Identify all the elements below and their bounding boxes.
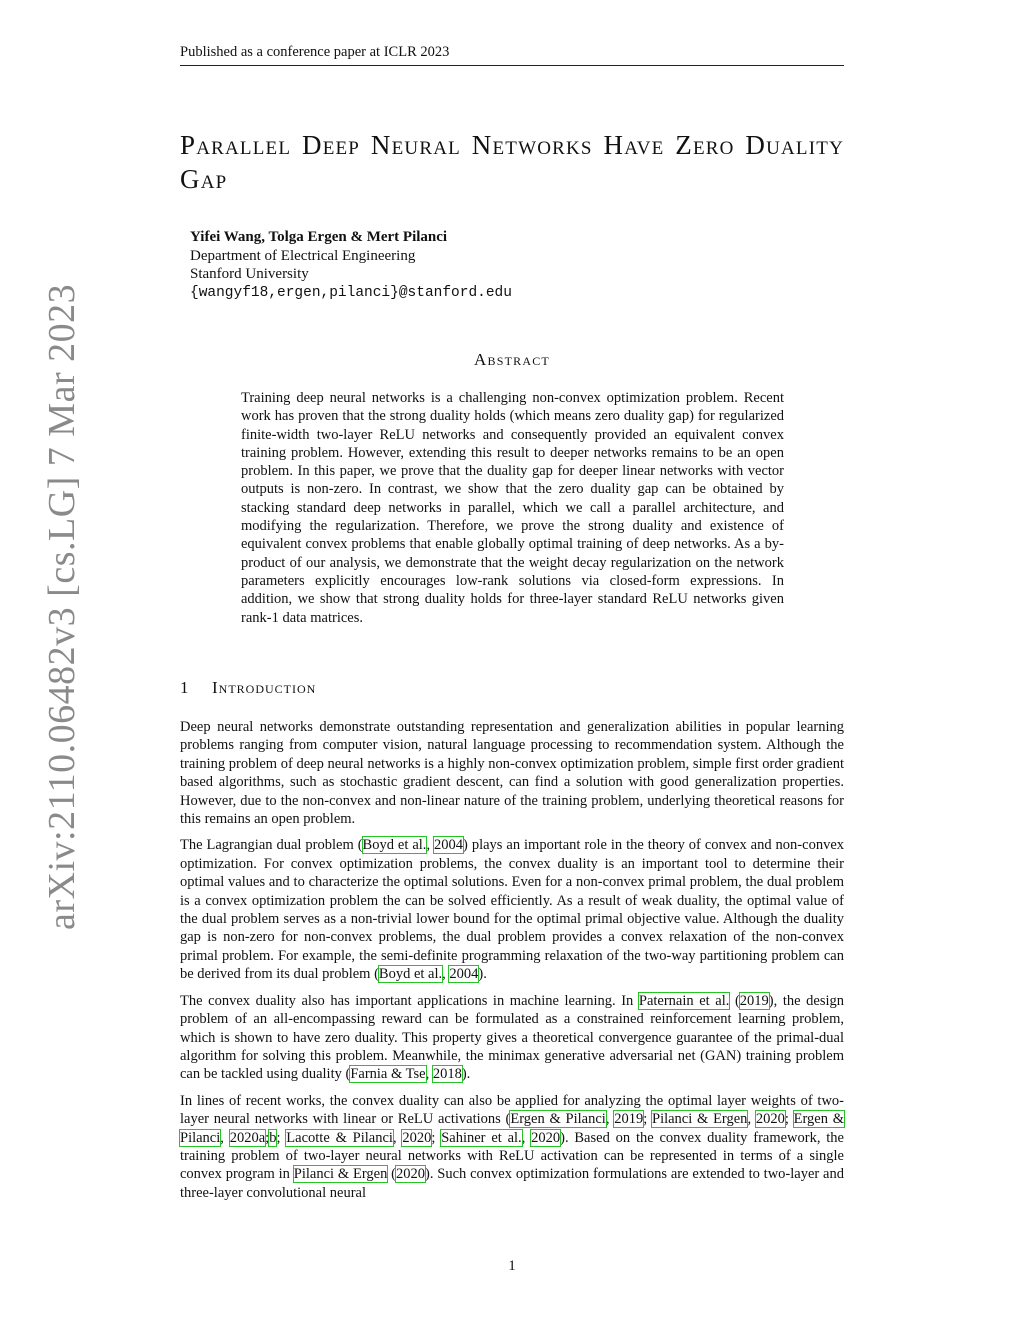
page-number: 1 xyxy=(508,1258,516,1274)
citation-link[interactable]: Farnia & Tse xyxy=(350,1066,426,1083)
citation-link[interactable]: Boyd et al. xyxy=(362,837,427,854)
citation-link[interactable]: 2020 xyxy=(396,1166,426,1183)
running-header: Published as a conference paper at ICLR 2023 xyxy=(180,44,844,66)
citation-link[interactable]: 2020a xyxy=(229,1129,266,1146)
author-names: Yifei Wang, Tolga Ergen & Mert Pilanci xyxy=(190,229,448,245)
citation-link[interactable]: 2019 xyxy=(614,1111,644,1128)
citation-link[interactable]: Ergen & Pilanci xyxy=(510,1111,606,1128)
citation-link[interactable]: 2018 xyxy=(432,1066,462,1083)
citation-link[interactable]: b xyxy=(269,1129,277,1146)
citation-link[interactable]: Boyd et al. xyxy=(378,966,443,983)
abstract-heading: Abstract xyxy=(474,350,550,369)
section-heading xyxy=(180,678,316,698)
citation-link[interactable]: Sahiner et al. xyxy=(441,1129,522,1146)
citation-link[interactable]: Ergen & Pilanci xyxy=(180,1111,845,1146)
citation-link[interactable]: 2004 xyxy=(449,966,479,983)
citation-link[interactable]: Pilanci & Ergen xyxy=(293,1166,388,1183)
citation-link[interactable]: 2004 xyxy=(434,837,464,854)
body-text xyxy=(180,718,844,1210)
citation-link[interactable]: 2020 xyxy=(531,1129,561,1146)
paper-title: Parallel Deep Neural Networks Have Zero Duality Gap xyxy=(180,130,844,194)
section-number: 1 xyxy=(180,678,190,697)
citation-link[interactable]: 2020 xyxy=(755,1111,785,1128)
citation-link[interactable]: Lacotte & Pilanci xyxy=(286,1129,393,1146)
paragraph-4: In lines of recent works, the convex duality can also be applied for analyzing the optimal layer weights of two-layer neural networks with linear or ReLU activations (Ergen & Pilanci, 2019; Pilanci & Ergen, 2020; Ergen & Pilanci, 2020a;b; Lacotte & Pilanci, 2020; Sahiner et al., 2020). Based on the convex duality framework, the training problem of two-layer neural networks with ReLU activation can be represented in terms of a single convex program in Pilanci & Ergen (2020). Such convex optimization formulations are extended to two-layer and three-layer convolutional neural xyxy=(180,1092,845,1201)
citation-link[interactable]: Paternain et al. xyxy=(638,992,730,1009)
author-block xyxy=(190,228,512,302)
author-department: Department of Electrical Engineering xyxy=(190,247,416,264)
paragraph-2: The Lagrangian dual problem (Boyd et al., 2004) plays an important role in the theory of convex and non-convex optimization. For convex optimization problems, the convex duality is an important tool to determine their optimal values and to characterize the optimal solutions. Even for a non-convex primal problem, the dual problem is a convex optimization problem the can be solved efficiently. As a result of weak duality, the optimal value of the dual problem serves as a non-trivial lower bound for the optimal primal objective value. Although the duality gap is non-zero for non-convex problems, the dual problem provides a convex relaxation of the non-convex primal problem. For example, the semi-definite programming relaxation of the two-way partitioning problem can be derived from its dual problem (Boyd et al., 2004). xyxy=(180,837,845,983)
citation-link[interactable]: 2019 xyxy=(739,992,769,1009)
arxiv-identifier: arXiv:2110.06482v3 [cs.LG] 7 Mar 2023 xyxy=(41,283,83,930)
author-university: Stanford University xyxy=(190,266,309,282)
citation-link[interactable]: Pilanci & Ergen xyxy=(652,1111,748,1128)
paragraph-3: The convex duality also has important applications in machine learning. In Paternain et al. (2019), the design problem of an all-encompassing reward can be formulated as a constrained reinforcement learning problem, which is shown to have zero duality. This property gives a theoretical convergence guarantee of the primal-dual algorithm for solving this problem. Meanwhile, the minimax generative adversarial net (GAN) training problem can be tackled using duality (Farnia & Tse, 2018). xyxy=(180,992,844,1083)
abstract-text: Training deep neural networks is a challenging non-convex optimization problem. Recent work has proven that the strong duality holds (which means zero duality gap) for regularized finite-width two-layer ReLU networks and consequently provided an equivalent convex training problem. However, extending this result to deeper networks remains to be an open problem. In this paper, we prove that the duality gap for deeper linear networks with vector outputs is non-zero. In contrast, we show that the zero duality gap can be obtained by stacking standard deep networks in parallel, which we call a parallel architecture, and modifying the regularization. Therefore, we prove the strong duality and existence of equivalent convex problems that enable globally optimal training of deep networks. As a by-product of our analysis, we demonstrate that the weight decay regularization on the network parameters explicitly encourages low-rank solutions via closed-form expressions. In addition, we show that strong duality holds for three-layer standard ReLU networks given rank-1 data matrices. xyxy=(241,390,784,626)
citation-link[interactable]: 2020 xyxy=(402,1129,432,1146)
paragraph-1: Deep neural networks demonstrate outstanding representation and generalization abilities in popular learning problems ranging from computer vision, natural language processing to recommendation system. Although the training problem of deep neural networks is a highly non-convex optimization problem, simple first order gradient based algorithms, such as stochastic gradient descent, can find a solution with good generalization properties. However, due to the non-convex and non-linear nature of the training problem, underlying theoretical reasons for this remains an open problem. xyxy=(180,719,844,828)
section-title: Introduction xyxy=(212,678,317,697)
author-email: {wangyf18,ergen,pilanci}@stanford.edu xyxy=(190,284,512,301)
